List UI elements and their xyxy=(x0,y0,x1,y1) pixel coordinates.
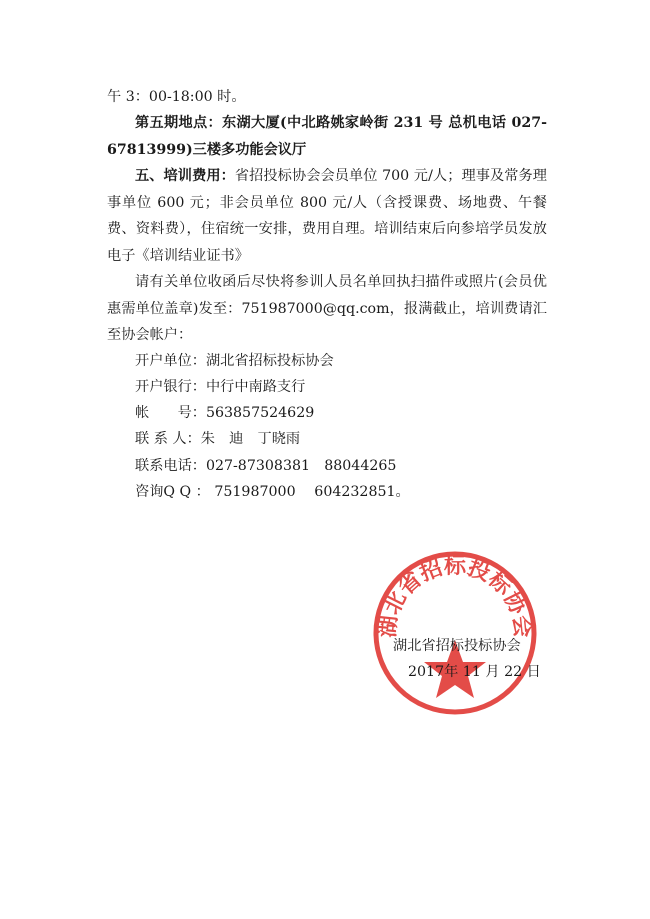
venue-label: 第五期地点： xyxy=(135,115,222,131)
venue-text: 东湖大厦(中北路姚家岭街 231 号 总机电话 027-67813999)三楼多功能会议厅 xyxy=(107,115,547,158)
svg-text:湖北省招标投标协会 xyxy=(375,553,535,639)
seal-text: 湖北省招标投标协会 xyxy=(375,554,535,639)
contact-phone-line: 联系电话：027-87308381 88044265 xyxy=(135,458,397,474)
signature-date: 2017年 11 月 22 日 xyxy=(408,664,541,680)
account-unit-line: 开户单位：湖北省招标投标协会 xyxy=(135,353,334,369)
request-paragraph: 请有关单位收函后尽快将参训人员名单回执扫描件或照片(会员优惠需单位盖章)发至：751987000@qq.com，报满截止，培训费请汇至协会帐户： xyxy=(107,274,547,343)
contact-person-line: 联 系 人：朱 迪 丁晓雨 xyxy=(135,431,301,447)
signature-organization: 湖北省招标投标协会 xyxy=(393,638,521,654)
consult-qq-line: 咨询Q Q ： 751987000 604232851。 xyxy=(135,484,410,500)
account-number-line: 帐 号：563857524629 xyxy=(135,405,315,421)
fee-text: 省招投标协会会员单位 700 元/人；理事及常务理事单位 600 元；非会员单位 800 元/人（含授课费、场地费、午餐费、资料费），住宿统一安排，费用自理。培训结束后向参培学员发放电子《培训结业证书》 xyxy=(107,168,547,264)
fee-label: 五、培训费用： xyxy=(135,168,235,184)
time-line: 午 3：00-18:00 时。 xyxy=(107,89,246,105)
venue-paragraph xyxy=(107,110,547,163)
account-bank-line: 开户银行：中行中南路支行 xyxy=(135,379,306,395)
fee-paragraph xyxy=(107,163,547,269)
